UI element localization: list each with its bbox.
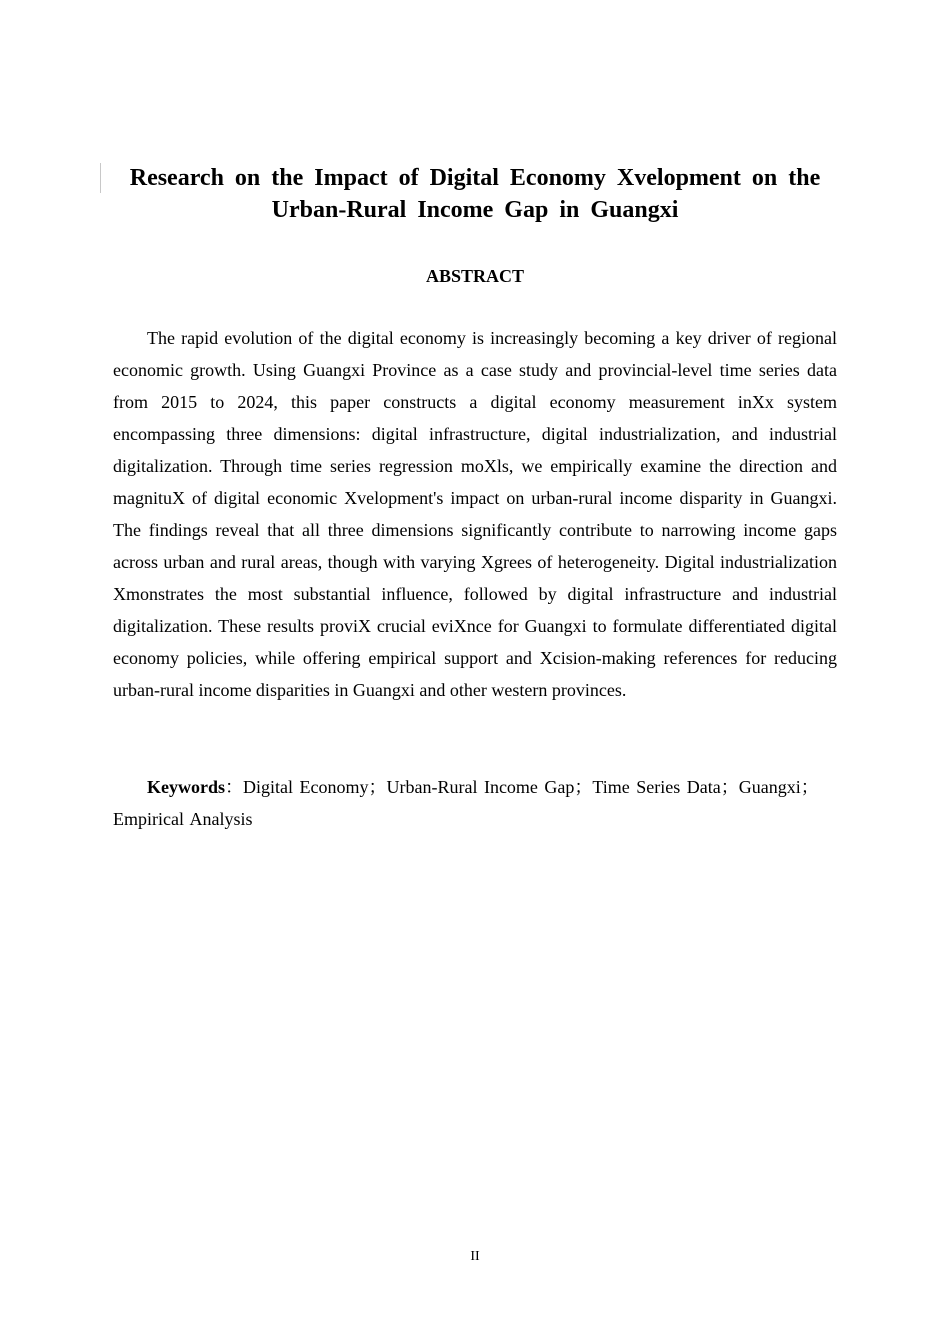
abstract-body: The rapid evolution of the digital economy is increasingly becoming a key driver of regional economic growth. Using Guangxi Province as a case study and provincial-level time series data from 2015 to 2024, this paper constructs a digital economy measurement inXx system encompassing three dimensions: digital infrastructure, digital industrialization, and industrial digitalization. Through time series regression moXls, we empirically examine the direction and magnituX of digital economic Xvelopment's impact on urban-rural income disparity in Guangxi. The findings reveal that all three dimensions significantly contribute to narrowing income gaps across urban and rural areas, though with varying Xgrees of heterogeneity. Digital industrialization Xmonstrates the most substantial influence, followed by digital infrastructure and industrial digitalization. These results proviX crucial eviXnce for Guangxi to formulate differentiated digital economy policies, while offering empirical support and Xcision-making references for reducing urban-rural income disparities in Guangxi and other western provinces.: [113, 328, 837, 700]
keywords-paragraph: [113, 771, 837, 835]
keywords-label: Keywords: [147, 777, 225, 797]
page-number: II: [470, 1249, 480, 1264]
abstract-heading: ABSTRACT: [425, 266, 525, 286]
keywords-list: Digital Economy；Urban-Rural Income Gap；Time Series Data；Guangxi；Empirical Analysis: [113, 777, 819, 829]
paper-title: Research on the Impact of Digital Economy Xvelopment on the Urban-Rural Income Gap in Guangxi: [129, 165, 821, 223]
keywords-separator: ：: [225, 777, 243, 797]
margin-marker: [100, 163, 101, 193]
